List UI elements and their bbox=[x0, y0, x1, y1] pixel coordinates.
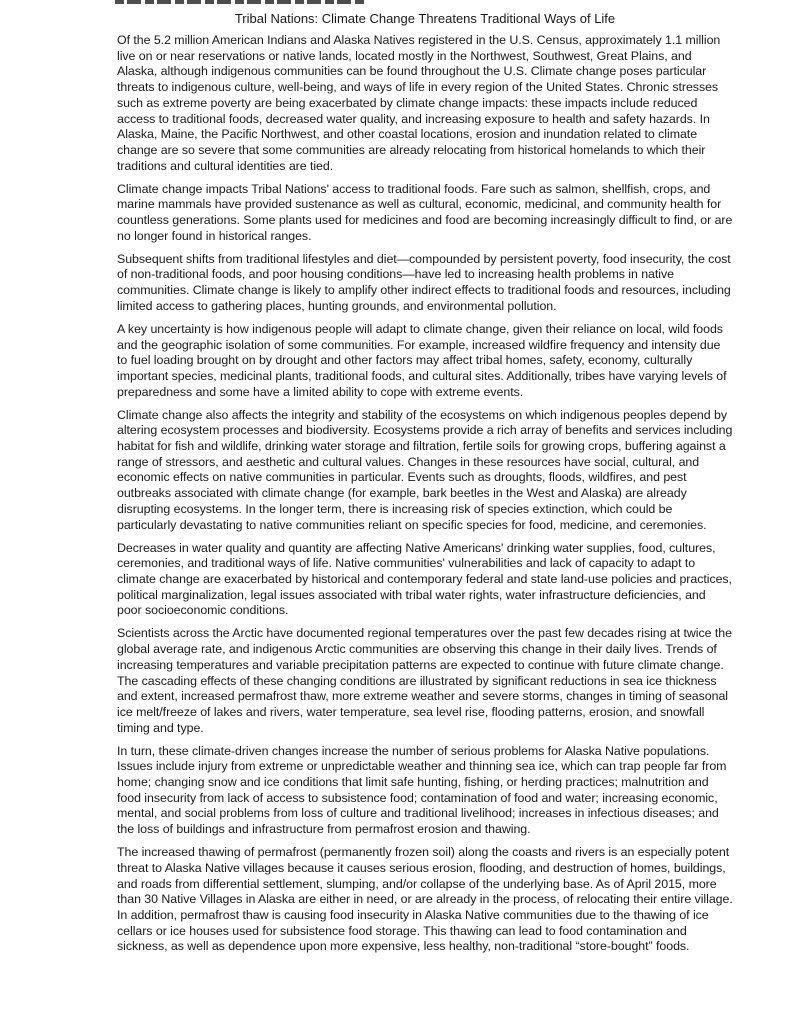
paragraph: Climate change also affects the integrity and stability of the ecosystems on which indigenous peoples depend by altering ecosystem processes and biodiversity. Ecosystems provide a rich array of benefits and services including habitat for fish and wildlife, drinking water storage and filtration, fertile soils for growing crops, buffering against a range of stressors, and aesthetic and cultural values. Changes in these resources have social, cultural, and economic effects on native communities in particular. Events such as droughts, floods, wildfires, and pest outbreaks associated with climate change (for example, bark beetles in the West and Alaska) are already disrupting ecosystems. In the longer term, there is increasing risk of species extinction, which could be particularly devastating to native communities reliant on specific species for food, medicine, and ceremonies. bbox=[117, 407, 733, 532]
document-page bbox=[117, 0, 733, 962]
paragraph: A key uncertainty is how indigenous people will adapt to climate change, given their reliance on local, wild foods and the geographic isolation of some communities. For example, increased wildfire frequency and intensity due to fuel loading brought on by drought and other factors may affect tribal homes, safety, economy, culturally important species, medicinal plants, traditional foods, and cultural sites. Additionally, tribes have varying levels of preparedness and some have a limited ability to cope with extreme events. bbox=[117, 321, 727, 399]
paragraph: Climate change impacts Tribal Nations' access to traditional foods. Fare such as salmon, shellfish, crops, and marine mammals have provided sustenance as well as cultural, economic, medicinal, and community health for countless generations. Some plants used for medicines and food are becoming increasingly difficult to find, or are no longer found in historical ranges. bbox=[117, 181, 733, 243]
paragraph: Of the 5.2 million American Indians and Alaska Natives registered in the U.S. Census, approximately 1.1 million live on or near reservations or native lands, located mostly in the Northwest, Southwest, Great Plains, and Alaska, although indigenous communities can be found throughout the U.S. Climate change poses particular threats to indigenous culture, well-being, and ways of life in every region of the United States. Chronic stresses such as extreme poverty are being exacerbated by climate change impacts: these impacts include reduced access to traditional foods, decreased water quality, and increasing exposure to health and safety hazards. In Alaska, Maine, the Pacific Northwest, and other coastal locations, erosion and inundation related to climate change are so severe that some communities are already relocating from historical homelands to which their traditions and cultural identities are tied. bbox=[117, 33, 721, 173]
paragraph: In turn, these climate-driven changes increase the number of serious problems for Alaska Native populations. Issues include injury from extreme or unpredictable weather and thinning sea ice, which can trap people far from home; changing snow and ice conditions that limit safe hunting, fishing, or herding practices; malnutrition and food insecurity from lack of access to subsistence food; contamination of food and water; increasing economic, mental, and social problems from loss of culture and traditional livelihood; increases in infectious diseases; and the loss of buildings and infrastructure from permafrost erosion and thawing. bbox=[117, 743, 727, 837]
paragraph: The increased thawing of permafrost (permanently frozen soil) along the coasts and rivers is an especially potent threat to Alaska Native villages because it causes serious erosion, flooding, and destruction of homes, buildings, and roads from differential settlement, slumping, and/or collapse of the underlying base. As of April 2015, more than 30 Native Villages in Alaska are either in need, or are already in the process, of relocating their entire village. In addition, permafrost thaw is causing food insecurity in Alaska Native communities due to the thawing of ice cellars or ice houses used for subsistence food storage. This thawing can lead to food contamination and sickness, as well as dependence upon more expensive, less healthy, non-traditional “store-bought” foods. bbox=[117, 845, 733, 954]
paragraph: Subsequent shifts from traditional lifestyles and diet—compounded by persistent poverty, food insecurity, the cost of non-traditional foods, and poor housing conditions—have led to increasing health problems in native communities. Climate change is likely to amplify other indirect effects to traditional foods and resources, including limited access to gathering places, hunting grounds, and environmental pollution. bbox=[117, 251, 731, 313]
cropped-previous-line bbox=[115, 0, 733, 4]
document-title: Tribal Nations: Climate Change Threatens Traditional Ways of Life bbox=[234, 11, 616, 26]
paragraph: Scientists across the Arctic have documented regional temperatures over the past few decades rising at twice the global average rate, and indigenous Arctic communities are observing this change in their daily lives. Trends of increasing temperatures and variable precipitation patterns are expected to continue with future climate change. The cascading effects of these changing conditions are illustrated by significant reductions in sea ice thickness and extent, increased permafrost thaw, more extreme weather and severe storms, changes in timing of seasonal ice melt/freeze of lakes and rivers, water temperature, sea level rise, flooding patterns, erosion, and snowfall timing and type. bbox=[117, 626, 732, 735]
paragraph: Decreases in water quality and quantity are affecting Native Americans' drinking water supplies, food, cultures, ceremonies, and traditional ways of life. Native communities' vulnerabilities and lack of capacity to adapt to climate change are exacerbated by historical and contemporary federal and state land-use policies and practices, political marginalization, legal issues associated with tribal water rights, water infrastructure deficiencies, and poor socioeconomic conditions. bbox=[117, 540, 732, 618]
